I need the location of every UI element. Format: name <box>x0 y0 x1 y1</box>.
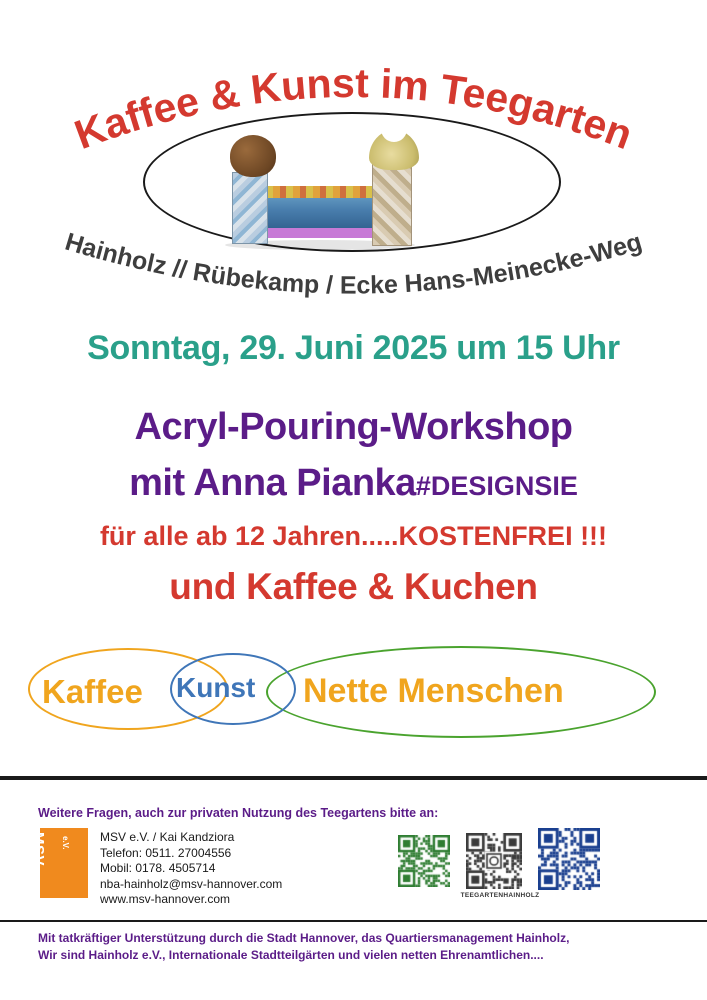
contact-line-phone: Telefon: 0511. 27004556 <box>100 845 232 860</box>
venn-label-kunst: Kunst <box>176 672 256 703</box>
qr-code-instagram-label: TEEGARTENHAINHOLZ <box>460 892 540 899</box>
qr-code-instagram[interactable] <box>466 833 522 889</box>
qr-code-green[interactable] <box>398 835 450 887</box>
age-free-line: für alle ab 12 Jahren.....KOSTENFREI !!! <box>99 521 608 551</box>
msv-logo <box>30 828 88 898</box>
artist-line <box>0 462 707 505</box>
event-date-line: Sonntag, 29. Juni 2025 um 15 Uhr <box>87 329 620 367</box>
venn-diagram <box>0 636 707 754</box>
header-subtitle-text: Hainholz // Rübekamp / Ecke Hans-Meinecke-Weg <box>61 227 646 300</box>
artist-name: mit Anna Pianka <box>129 462 416 504</box>
contact-block <box>100 830 282 908</box>
support-text <box>38 930 569 964</box>
venn-label-nette-menschen: Nette Menschen <box>303 672 564 710</box>
contact-line-website[interactable]: www.msv-hannover.com <box>100 892 231 906</box>
msv-logo-label: MSV <box>30 832 47 867</box>
poster-footer <box>0 780 707 1000</box>
artist-hashtag: #DESIGNSIE <box>415 471 578 501</box>
header-title-text: Kaffee & Kunst im Teegarten <box>68 59 639 159</box>
venn-label-kaffee: Kaffee <box>42 673 143 710</box>
artwork-pillar-left <box>232 172 268 244</box>
contact-line-org: MSV e.V. / Kai Kandziora <box>100 830 235 844</box>
artwork-head-left <box>230 135 276 177</box>
contact-line-mobile: Mobil: 0178. 4505714 <box>100 861 216 875</box>
workshop-title-line: Acryl-Pouring-Workshop <box>134 406 573 448</box>
support-line-1: Mit tatkräftiger Unterstützung durch die Stadt Hannover, das Quartiersmanagement Hainholz, <box>38 931 570 945</box>
contact-line-email[interactable]: nba-hainholz@msv-hannover.com <box>100 876 283 891</box>
footer-question-text: Weitere Fragen, auch zur privaten Nutzung des Teegartens bitte an: <box>38 806 439 820</box>
poster-header <box>0 0 707 310</box>
artwork-pillar-right <box>372 164 412 246</box>
msv-logo-suffix: e.V. <box>61 836 70 850</box>
coffee-cake-line: und Kaffee & Kuchen <box>169 566 538 607</box>
support-line-2: Wir sind Hainholz e.V., Internationale Stadtteilgärten und vielen netten Ehrenamtlichen.... <box>38 948 544 962</box>
qr-code-blue[interactable] <box>538 828 600 890</box>
